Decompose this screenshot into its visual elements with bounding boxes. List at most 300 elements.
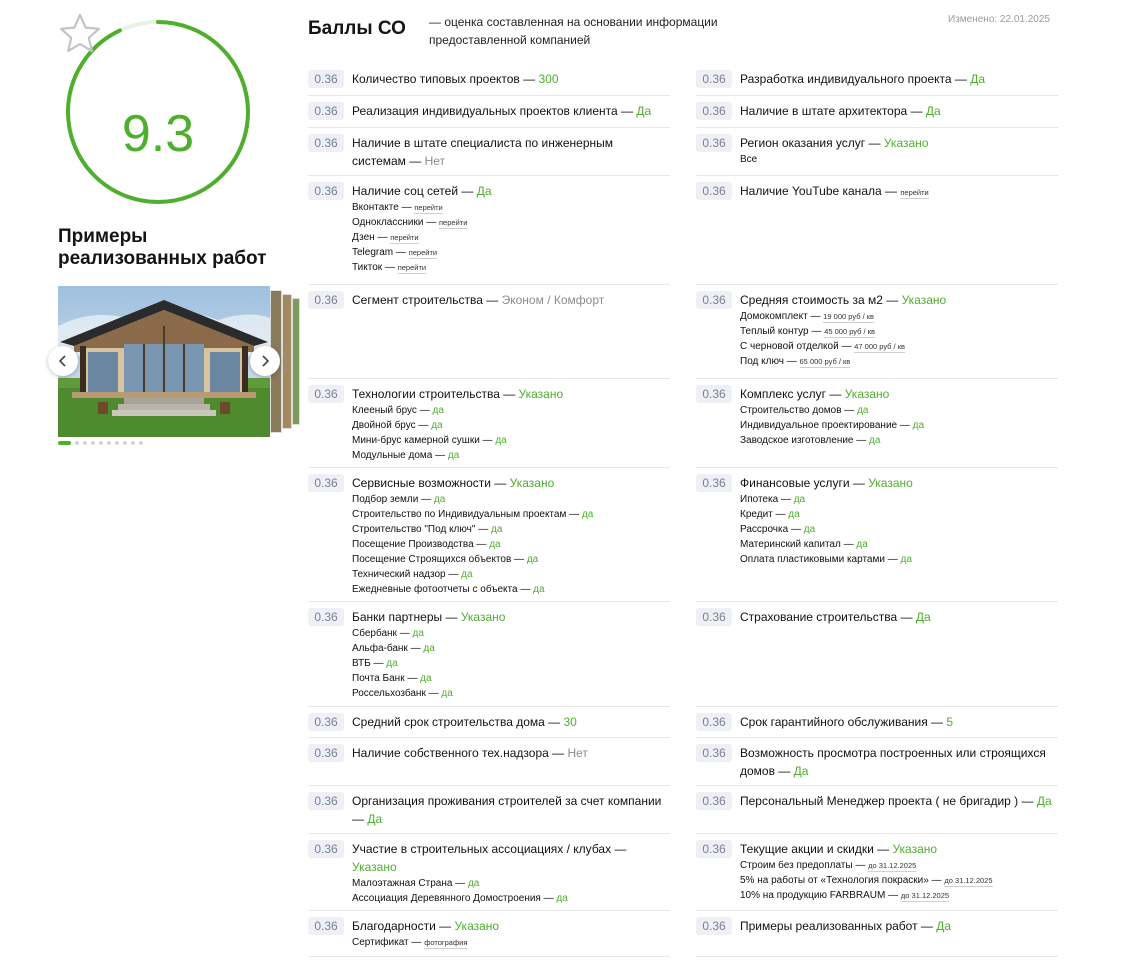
criteria-body	[740, 385, 1058, 448]
criteria-row	[308, 64, 670, 96]
subitem-value: да	[412, 628, 424, 639]
criteria-label: Наличие в штате специалиста по инженерным системам —	[352, 136, 613, 168]
criteria-subitem	[352, 448, 670, 463]
criteria-value: Указано	[892, 842, 938, 856]
criteria-value: Да	[636, 104, 652, 118]
score-badge: 0.36	[696, 608, 732, 626]
criteria-body	[352, 134, 670, 170]
criteria-body	[740, 70, 1058, 88]
subitem-label: Telegram —	[352, 247, 409, 258]
criteria-label: Банки партнеры —	[352, 610, 461, 624]
criteria-label: Благодарности —	[352, 919, 455, 933]
criteria-label: Срок гарантийного обслуживания —	[740, 715, 947, 729]
criteria-label: Комплекс услуг —	[740, 387, 845, 401]
criteria-value: Указано	[883, 136, 929, 150]
slider-prev-button[interactable]	[48, 346, 78, 376]
criteria-body	[352, 291, 670, 309]
criteria-subitem	[740, 492, 1058, 507]
criteria-value: 30	[563, 715, 577, 729]
criteria-label: Наличие соц сетей —	[352, 184, 477, 198]
subitem-value: да	[489, 539, 501, 550]
slider-dot[interactable]	[91, 441, 95, 445]
criteria-value: Нет	[567, 746, 588, 760]
score-value: 9.3	[121, 105, 195, 163]
criteria-label: Текущие акции и скидки —	[740, 842, 893, 856]
criteria-value: Да	[476, 184, 492, 198]
subitem-label: Тикток —	[352, 262, 398, 273]
criteria-row	[308, 128, 670, 176]
subitem-value: да	[420, 673, 432, 684]
subitem-label: 5% на работы от «Технология покраски» —	[740, 875, 945, 886]
criteria-subitem	[352, 935, 670, 950]
subitem-value: да	[803, 524, 816, 535]
criteria-row	[308, 834, 670, 911]
subitem-label: Кредит —	[740, 509, 789, 520]
slider-dot[interactable]	[107, 441, 111, 445]
subitem-label: Ежедневные фотоотчеты с объекта —	[352, 584, 534, 595]
criteria-value: Указано	[868, 476, 913, 490]
criteria-title	[740, 102, 1058, 120]
subitem-label: Домокомплект —	[740, 311, 824, 322]
score-badge: 0.36	[696, 102, 732, 120]
criteria-value: Да	[925, 104, 941, 118]
subitem-value: да	[856, 539, 868, 550]
criteria-title	[740, 134, 1058, 152]
chevron-left-icon	[58, 355, 68, 367]
criteria-subitem	[740, 507, 1058, 522]
subitem-value: да	[467, 878, 480, 889]
criteria-label: Организация проживания строителей за счет компании —	[352, 794, 662, 826]
subitem-value: да	[556, 893, 568, 904]
criteria-title	[740, 608, 1058, 626]
criteria-body	[740, 291, 1058, 369]
subitem-link[interactable]: 19 000 руб / кв	[823, 312, 875, 321]
score-badge: 0.36	[696, 134, 732, 152]
criteria-title	[352, 474, 670, 492]
criteria-body	[740, 917, 1058, 935]
criteria-label: Наличие собственного тех.надзора —	[352, 746, 568, 760]
criteria-value: 300	[538, 72, 559, 86]
slider-dot[interactable]	[58, 441, 71, 445]
criteria-body	[352, 840, 670, 906]
criteria-row	[308, 911, 670, 957]
criteria-row	[696, 96, 1058, 128]
criteria-subitem	[352, 552, 670, 567]
criteria-body	[352, 744, 670, 762]
subitem-label: Оплата пластиковыми картами —	[740, 554, 901, 565]
subitem-link[interactable]: 45 000 руб / кв	[824, 327, 875, 336]
criteria-body	[352, 608, 670, 701]
criteria-row	[308, 707, 670, 738]
score-badge: 0.36	[308, 102, 344, 120]
criteria-value: Указано	[352, 860, 397, 874]
slider-dot[interactable]	[115, 441, 119, 445]
subitem-value: да	[793, 494, 806, 505]
criteria-label: Средний срок строительства дома —	[352, 715, 564, 729]
subitem-label: Россельхозбанк —	[352, 688, 442, 699]
subitem-label: Двойной брус —	[352, 420, 432, 431]
criteria-body	[352, 792, 670, 828]
criteria-title	[740, 70, 1058, 88]
slider-dot[interactable]	[75, 441, 79, 445]
criteria-subitem	[352, 418, 670, 433]
criteria-subitem	[352, 522, 670, 537]
subitem-label: Ассоциация Деревянного Домостроения —	[352, 893, 557, 904]
subitem-link[interactable]: перейти	[408, 248, 438, 257]
criteria-link[interactable]: перейти	[900, 188, 929, 197]
criteria-subitem	[352, 567, 670, 582]
criteria-label: Технологии строительства —	[352, 387, 519, 401]
subitem-value: да	[447, 450, 460, 461]
subitem-value: да	[386, 658, 398, 669]
score-badge: 0.36	[308, 291, 344, 309]
criteria-value: Да	[936, 919, 952, 933]
criteria-body	[352, 182, 670, 275]
criteria-row	[696, 738, 1058, 786]
criteria-subitem	[352, 260, 670, 275]
criteria-subitem	[352, 671, 670, 686]
score-badge: 0.36	[308, 840, 344, 858]
subitem-link[interactable]: перейти	[390, 233, 419, 242]
criteria-subitem	[352, 876, 670, 891]
criteria-value: Эконом / Комфорт	[501, 293, 605, 307]
score-badge: 0.36	[308, 70, 344, 88]
subitem-label: Дзен —	[352, 232, 391, 243]
criteria-body	[740, 134, 1058, 167]
criteria-title	[740, 291, 1058, 309]
subitem-value: да	[433, 494, 446, 505]
works-slider[interactable]	[58, 286, 298, 438]
chevron-right-icon	[260, 355, 270, 367]
criteria-row	[308, 602, 670, 707]
criteria-label: Сервисные возможности —	[352, 476, 510, 490]
subitem-label: Технический надзор —	[352, 569, 462, 580]
criteria-row	[696, 707, 1058, 738]
criteria-subitem	[352, 215, 670, 230]
criteria-subitem	[352, 433, 670, 448]
criteria-value: Да	[915, 610, 931, 624]
criteria-title	[740, 917, 1058, 935]
subitem-label: Строительство по Индивидуальным проектам —	[352, 509, 582, 520]
score-badge: 0.36	[696, 385, 732, 403]
score-badge: 0.36	[696, 713, 732, 731]
subitem-value: да	[869, 435, 881, 446]
criteria-value: Указано	[509, 476, 555, 490]
subitem-label: Под ключ —	[740, 356, 800, 367]
subitem-label: Модульные дома —	[352, 450, 448, 461]
subitem-label: Альфа-банк —	[352, 643, 424, 654]
criteria-subitem	[352, 200, 670, 215]
subitem-label: ВТБ —	[352, 658, 387, 669]
criteria-subitem	[740, 873, 1058, 888]
criteria-title	[740, 474, 1058, 492]
page-title: Баллы СО	[308, 18, 406, 39]
subitem-label: Заводское изготовление —	[740, 435, 870, 446]
criteria-subitem	[740, 152, 1058, 167]
subitem-label: Вконтакте —	[352, 202, 415, 213]
criteria-title	[352, 792, 670, 828]
score-badge: 0.36	[308, 792, 344, 810]
criteria-row	[696, 379, 1058, 468]
subitem-link[interactable]: 47 000 руб / кв	[854, 342, 905, 351]
criteria-value: 5	[946, 715, 954, 729]
score-badge: 0.36	[696, 70, 732, 88]
criteria-label: Реализация индивидуальных проектов клиента —	[352, 104, 637, 118]
criteria-subitem	[740, 403, 1058, 418]
criteria-title	[352, 713, 670, 731]
criteria-body	[740, 840, 1058, 903]
criteria-label: Участие в строительных ассоциациях / клубах —	[352, 842, 627, 856]
subitem-label: Подбор земли —	[352, 494, 434, 505]
subitem-value: да	[788, 509, 800, 520]
criteria-value: Указано	[454, 919, 500, 933]
criteria-subitem	[352, 403, 670, 418]
criteria-label: Персональный Менеджер проекта ( не бригадир ) —	[740, 794, 1037, 808]
subitem-value: да	[461, 569, 473, 580]
slide-image[interactable]	[58, 286, 270, 437]
criteria-body	[352, 385, 670, 463]
criteria-subitem	[352, 626, 670, 641]
subitem-label: Одноклассники —	[352, 217, 439, 228]
subitem-label: Посещение Производства —	[352, 539, 490, 550]
criteria-row	[696, 834, 1058, 911]
subitem-link[interactable]: перейти	[414, 203, 443, 212]
criteria-label: Наличие в штате архитектора —	[740, 104, 926, 118]
slider-dot[interactable]	[99, 441, 103, 445]
subitem-label: Почта Банк —	[352, 673, 421, 684]
criteria-subitem	[352, 507, 670, 522]
criteria-subitem	[352, 230, 670, 245]
subitem-label: Строительство "Под ключ" —	[352, 524, 491, 535]
subitem-label: Теплый контур —	[740, 326, 825, 337]
subitem-value: да	[857, 405, 869, 416]
subitem-value: да	[495, 435, 507, 446]
criteria-row	[308, 96, 670, 128]
criteria-title	[352, 608, 670, 626]
criteria-title	[352, 917, 670, 935]
score-badge: 0.36	[308, 134, 344, 152]
subitem-value: да	[423, 643, 435, 654]
subitem-label: Посещение Строящихся объектов —	[352, 554, 527, 565]
subitem-value: да	[441, 688, 453, 699]
criteria-value: Нет	[424, 154, 446, 168]
criteria-body	[352, 474, 670, 597]
criteria-title	[740, 713, 1058, 731]
criteria-subitem	[352, 582, 670, 597]
page-description: — оценка составленная на основании информации предоставленной компанией	[429, 15, 718, 47]
criteria-row	[696, 285, 1058, 379]
criteria-body	[352, 917, 670, 950]
changed-date: Изменено: 22.01.2025	[948, 14, 1050, 25]
slider-dot[interactable]	[83, 441, 87, 445]
criteria-value: Да	[367, 812, 383, 826]
subitem-label: Сертификат —	[352, 937, 425, 948]
criteria-label: Количество типовых проектов —	[352, 72, 539, 86]
subitem-link[interactable]: до 31.12.2025	[868, 861, 917, 870]
subitem-label: С черновой отделкой —	[740, 341, 855, 352]
criteria-subitem	[352, 641, 670, 656]
criteria-value: Да	[970, 72, 986, 86]
criteria-subitem	[740, 858, 1058, 873]
criteria-body	[352, 70, 670, 88]
criteria-label: Возможность просмотра построенных или строящихся домов —	[740, 746, 1046, 778]
criteria-row	[696, 128, 1058, 176]
criteria-subitem	[740, 324, 1058, 339]
criteria-row	[696, 468, 1058, 602]
slider-dot[interactable]	[131, 441, 135, 445]
score-badge: 0.36	[696, 182, 732, 200]
criteria-value: Указано	[460, 610, 506, 624]
score-badge: 0.36	[308, 608, 344, 626]
subitem-value: да	[490, 524, 503, 535]
score-badge: 0.36	[696, 840, 732, 858]
criteria-value: Да	[793, 764, 809, 778]
criteria-title	[740, 840, 1058, 858]
criteria-body	[740, 102, 1058, 120]
subitem-value: да	[900, 554, 912, 565]
subitem-link[interactable]: до 31.12.2025	[900, 891, 950, 900]
slide-preview	[292, 298, 300, 425]
criteria-title	[352, 840, 670, 876]
subitem-label: Сбербанк —	[352, 628, 413, 639]
criteria-row	[308, 786, 670, 834]
criteria-subitem	[740, 888, 1058, 903]
subitem-label: Индивидуальное проектирование —	[740, 420, 913, 431]
criteria-row	[308, 176, 670, 285]
slider-next-button[interactable]	[250, 346, 280, 376]
subitem-label: Строительство домов —	[740, 405, 858, 416]
subitem-label: Строим без предоплаты —	[740, 860, 869, 871]
criteria-subitem	[352, 537, 670, 552]
subitem-label: Клееный брус —	[352, 405, 433, 416]
subitem-label: Мини-брус камерной сушки —	[352, 435, 496, 446]
criteria-label: Финансовые услуги —	[740, 476, 869, 490]
criteria-title	[352, 134, 670, 170]
score-badge: 0.36	[308, 474, 344, 492]
score-badge: 0.36	[308, 385, 344, 403]
subitem-link[interactable]: до 31.12.2025	[944, 876, 993, 885]
criteria-subitem	[740, 433, 1058, 448]
score-badge: 0.36	[696, 291, 732, 309]
criteria-title	[740, 182, 1058, 202]
subitem-value: да	[432, 405, 444, 416]
criteria-row	[308, 379, 670, 468]
criteria-subitem	[352, 686, 670, 701]
slider-dots	[58, 441, 143, 445]
criteria-row	[696, 176, 1058, 285]
criteria-body	[740, 608, 1058, 626]
criteria-body	[740, 713, 1058, 731]
criteria-label: Страхование строительства —	[740, 610, 916, 624]
criteria-row	[308, 285, 670, 379]
slider-dot[interactable]	[123, 441, 127, 445]
subitem-link[interactable]: 65 000 руб / кв	[799, 357, 851, 366]
criteria-subitem	[740, 552, 1058, 567]
criteria-subitem	[740, 339, 1058, 354]
criteria-body	[740, 474, 1058, 567]
criteria-body	[740, 792, 1058, 810]
criteria-body	[740, 744, 1058, 780]
criteria-body	[352, 102, 670, 120]
works-title: Примеры реализованных работ	[58, 226, 267, 269]
criteria-value: Указано	[844, 387, 890, 401]
subitem-label: Малоэтажная Страна —	[352, 878, 468, 889]
subitem-value: да	[526, 554, 539, 565]
criteria-title	[740, 744, 1058, 780]
subitem-label: 10% на продукцию FARBRAUM —	[740, 890, 901, 901]
score-badge: 0.36	[308, 917, 344, 935]
criteria-body	[352, 713, 670, 731]
criteria-label: Средняя стоимость за м2 —	[740, 293, 902, 307]
criteria-label: Сегмент строительства —	[352, 293, 502, 307]
criteria-subitem	[740, 309, 1058, 324]
slider-dot[interactable]	[139, 441, 143, 445]
subitem-label: Ипотека —	[740, 494, 794, 505]
subitem-link[interactable]: фотография	[424, 938, 468, 947]
score-badge: 0.36	[308, 713, 344, 731]
criteria-row	[696, 911, 1058, 957]
criteria-title	[352, 291, 670, 309]
criteria-value: Указано	[518, 387, 564, 401]
criteria-subitem	[740, 418, 1058, 433]
criteria-subitem	[740, 522, 1058, 537]
criteria-label: Наличие YouTube канала —	[740, 184, 901, 198]
score-badge: 0.36	[696, 917, 732, 935]
criteria-title	[352, 182, 670, 200]
criteria-row	[696, 786, 1058, 834]
criteria-label: Разработка индивидуального проекта —	[740, 72, 971, 86]
house-photo	[58, 286, 270, 437]
criteria-value: Указано	[901, 293, 947, 307]
criteria-subitem	[352, 656, 670, 671]
score-badge: 0.36	[696, 744, 732, 762]
criteria-title	[352, 744, 670, 762]
criteria-subitem	[352, 891, 670, 906]
subitem-value: да	[431, 420, 443, 431]
criteria-title	[352, 70, 670, 88]
criteria-row	[308, 738, 670, 786]
criteria-title	[740, 385, 1058, 403]
criteria-body	[740, 182, 1058, 202]
slide-preview	[282, 294, 292, 429]
criteria-row	[696, 64, 1058, 96]
criteria-row	[696, 602, 1058, 707]
score-badge: 0.36	[308, 182, 344, 200]
subitem-link[interactable]: перейти	[397, 263, 427, 272]
criteria-value: Да	[1036, 794, 1052, 808]
subitem-value: да	[533, 584, 545, 595]
score-badge: 0.36	[696, 792, 732, 810]
criteria-title	[740, 792, 1058, 810]
criteria-subitem	[352, 492, 670, 507]
criteria-subitem	[740, 537, 1058, 552]
criteria-title	[352, 385, 670, 403]
score-circle	[58, 12, 258, 212]
subitem-label: Материнский капитал —	[740, 539, 857, 550]
subitem-link[interactable]: перейти	[439, 218, 468, 227]
star-outline-icon	[58, 12, 102, 56]
subitem-label: Рассрочка —	[740, 524, 804, 535]
score-badge: 0.36	[308, 744, 344, 762]
criteria-subitem	[740, 354, 1058, 369]
criteria-subitem	[352, 245, 670, 260]
score-badge: 0.36	[696, 474, 732, 492]
criteria-label: Регион оказания услуг —	[740, 136, 884, 150]
criteria-label: Примеры реализованных работ —	[740, 919, 937, 933]
subitem-value: да	[581, 509, 594, 520]
subitem-label: Все	[740, 154, 758, 165]
criteria-row	[308, 468, 670, 602]
